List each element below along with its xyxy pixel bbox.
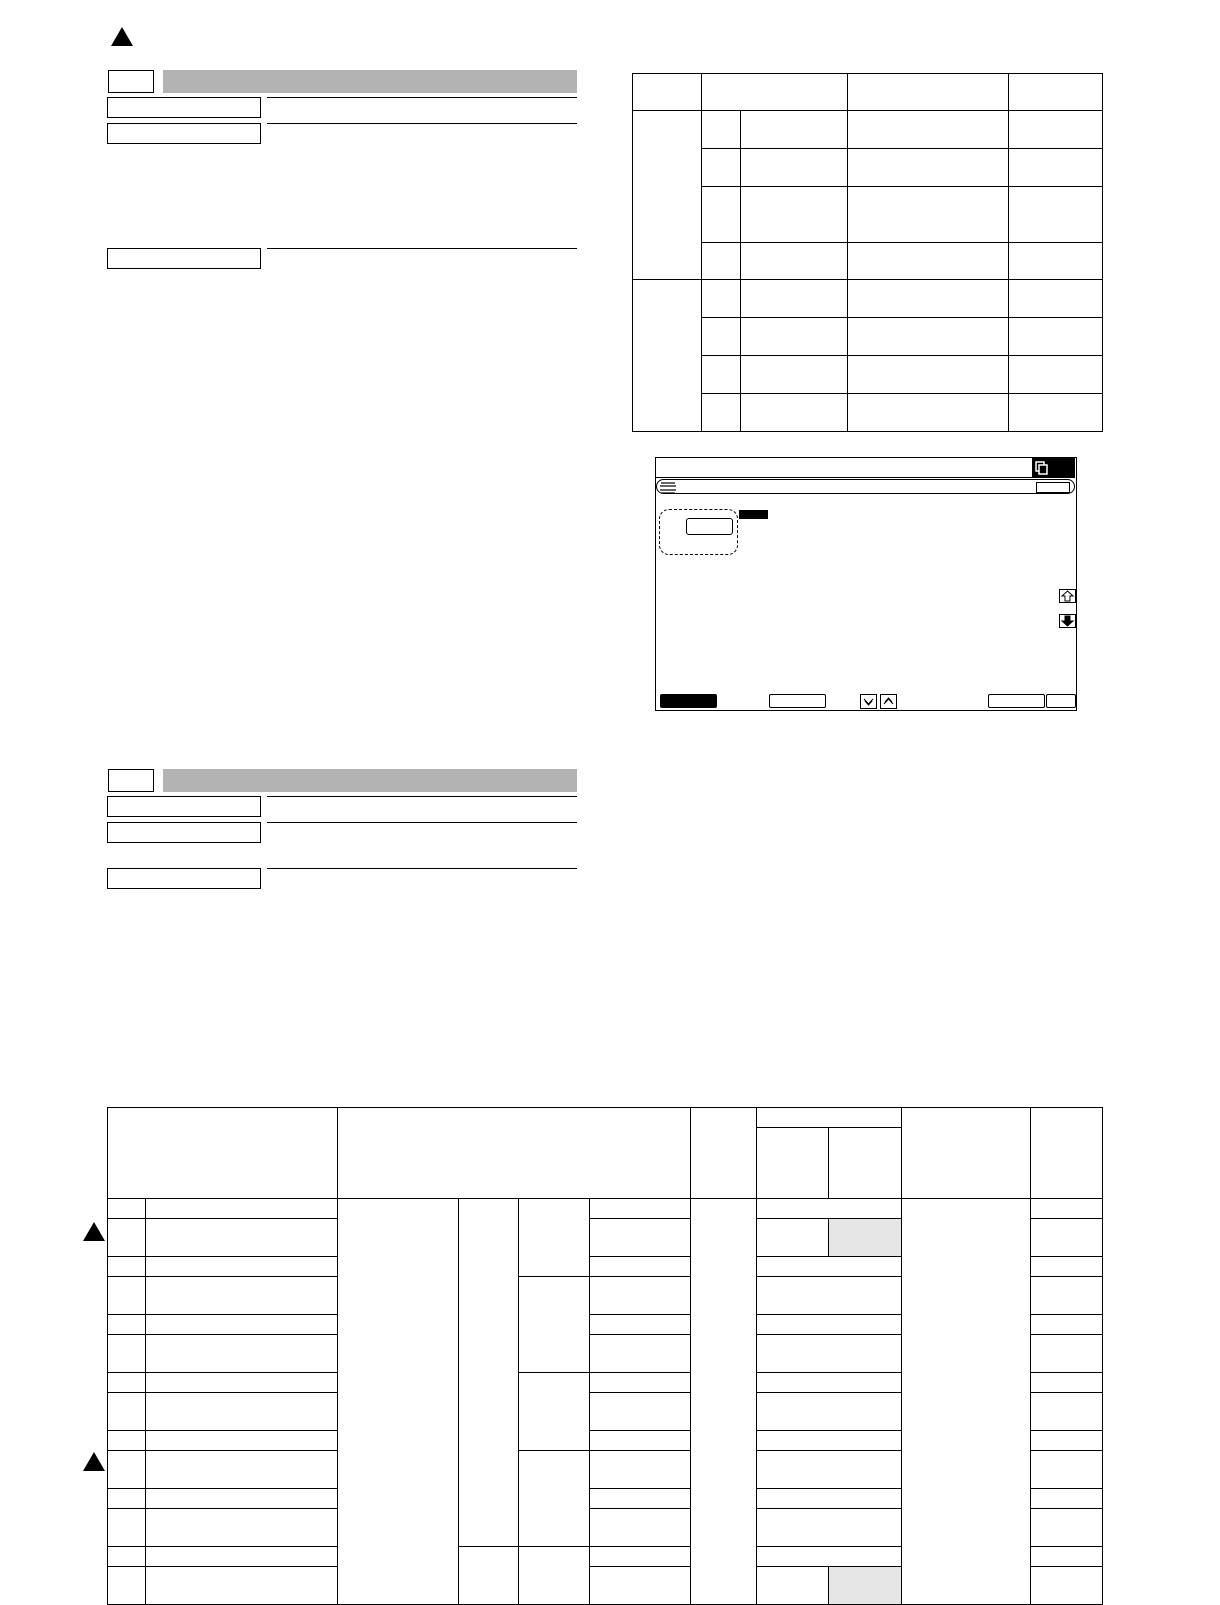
table-cell <box>108 1509 146 1547</box>
table-cell <box>1031 1431 1103 1451</box>
ok-button[interactable] <box>988 694 1045 708</box>
close-button[interactable] <box>1046 694 1076 708</box>
table-cell <box>459 1199 519 1547</box>
table-cell <box>757 1199 902 1219</box>
table-cell <box>590 1373 691 1393</box>
field-rule <box>267 123 577 124</box>
table-cell <box>146 1431 338 1451</box>
table-cell <box>741 187 848 243</box>
table-cell <box>741 394 848 432</box>
table-cell <box>757 1547 902 1567</box>
table-cell <box>757 1277 902 1315</box>
table-cell <box>146 1199 338 1219</box>
table-cell <box>757 1489 902 1509</box>
section-number-box <box>108 769 154 792</box>
field-label <box>107 97 261 118</box>
table-cell <box>590 1315 691 1335</box>
table-cell <box>590 1393 691 1431</box>
table-cell <box>702 111 741 149</box>
table-cell <box>1009 149 1103 187</box>
table-cell <box>1009 318 1103 356</box>
table-cell <box>757 1257 902 1277</box>
table-cell <box>1031 1373 1103 1393</box>
secondary-button[interactable] <box>769 694 826 708</box>
header-cell <box>108 1108 338 1199</box>
table-cell <box>848 280 1009 318</box>
table-cell <box>590 1335 691 1373</box>
highlight-tag <box>739 510 768 519</box>
table-cell <box>848 111 1009 149</box>
table-cell <box>1009 243 1103 280</box>
table-cell <box>590 1257 691 1277</box>
table-cell <box>757 1393 902 1431</box>
table-cell <box>1031 1335 1103 1373</box>
table-cell <box>146 1509 338 1547</box>
screen-title-bar <box>656 458 1075 478</box>
header-cell <box>848 74 1009 111</box>
table-cell <box>519 1199 590 1277</box>
table-cell <box>146 1373 338 1393</box>
section-number-box <box>108 70 154 93</box>
field-label <box>107 123 261 144</box>
table-cell <box>108 1489 146 1509</box>
table-cell <box>1031 1489 1103 1509</box>
table-cell <box>146 1257 338 1277</box>
field-rule <box>267 868 577 869</box>
table-cell <box>741 111 848 149</box>
header-cell <box>829 1128 902 1199</box>
revision-mark-icon <box>83 1222 105 1241</box>
header-cell <box>702 74 848 111</box>
table-cell <box>1031 1277 1103 1315</box>
table-cell <box>757 1451 902 1489</box>
table-cell <box>108 1335 146 1373</box>
table-cell <box>1031 1315 1103 1335</box>
spec-table <box>107 1107 1103 1605</box>
table-cell <box>702 187 741 243</box>
table-cell <box>741 356 848 394</box>
table-cell <box>757 1509 902 1547</box>
table-cell <box>702 356 741 394</box>
table-cell <box>590 1547 691 1567</box>
table-cell <box>519 1451 590 1547</box>
table-cell <box>848 149 1009 187</box>
table-cell <box>741 318 848 356</box>
table-cell <box>108 1393 146 1431</box>
revision-mark-icon <box>111 27 133 46</box>
table-cell <box>757 1373 902 1393</box>
table-cell <box>702 243 741 280</box>
table-cell <box>146 1219 338 1257</box>
table-cell <box>146 1335 338 1373</box>
table-cell <box>1009 280 1103 318</box>
table-cell <box>108 1567 146 1605</box>
table-cell <box>146 1567 338 1605</box>
revision-mark-icon <box>83 1452 105 1471</box>
table-cell <box>108 1431 146 1451</box>
table-cell <box>757 1431 902 1451</box>
table-cell <box>1031 1393 1103 1431</box>
table-cell <box>590 1219 691 1257</box>
table-cell <box>459 1547 519 1605</box>
table-cell <box>848 243 1009 280</box>
settings-table <box>632 73 1103 432</box>
field-label <box>107 868 261 889</box>
table-cell <box>590 1509 691 1547</box>
table-cell <box>590 1277 691 1315</box>
table-cell <box>1031 1451 1103 1489</box>
table-cell <box>146 1451 338 1489</box>
table-cell <box>757 1315 902 1335</box>
next-page-icon[interactable] <box>880 694 897 709</box>
header-cell <box>902 1108 1031 1199</box>
section-title-bar <box>163 70 577 93</box>
table-cell <box>108 1315 146 1335</box>
table-cell <box>702 394 741 432</box>
table-cell <box>902 1199 1031 1605</box>
table-cell <box>519 1277 590 1373</box>
shaded-cell <box>829 1567 902 1605</box>
field-rule <box>267 822 577 823</box>
table-cell <box>590 1451 691 1489</box>
table-cell <box>108 1547 146 1567</box>
primary-button[interactable] <box>660 694 717 708</box>
table-cell <box>108 1257 146 1277</box>
table-cell <box>108 1451 146 1489</box>
shaded-cell <box>829 1219 902 1257</box>
table-cell <box>848 394 1009 432</box>
table-cell <box>590 1567 691 1605</box>
header-cell <box>633 74 702 111</box>
table-cell <box>1009 187 1103 243</box>
header-cell <box>691 1108 757 1199</box>
option-button[interactable] <box>686 518 733 535</box>
table-cell <box>757 1335 902 1373</box>
section-title-bar <box>163 769 577 792</box>
table-cell <box>691 1199 757 1605</box>
table-cell <box>1009 111 1103 149</box>
field-rule <box>267 248 577 249</box>
table-cell <box>108 1373 146 1393</box>
table-cell <box>146 1277 338 1315</box>
table-cell <box>146 1547 338 1567</box>
group-cell <box>633 280 702 432</box>
display-screen <box>655 457 1077 711</box>
table-cell <box>590 1489 691 1509</box>
header-cell <box>338 1108 691 1199</box>
header-cell <box>757 1108 902 1128</box>
field-rule <box>267 97 577 98</box>
group-cell <box>633 111 702 280</box>
table-cell <box>757 1567 829 1605</box>
table-cell <box>108 1199 146 1219</box>
table-cell <box>108 1277 146 1315</box>
field-label <box>107 796 261 817</box>
field-rule <box>267 796 577 797</box>
table-cell <box>590 1199 691 1219</box>
copy-mode-icon[interactable] <box>1032 458 1075 477</box>
table-cell <box>741 243 848 280</box>
field-label <box>107 822 261 843</box>
sub-bar-button[interactable] <box>1036 482 1070 493</box>
table-cell <box>848 318 1009 356</box>
table-cell <box>848 356 1009 394</box>
table-cell <box>702 318 741 356</box>
header-cell <box>1009 74 1103 111</box>
table-cell <box>848 187 1009 243</box>
table-cell <box>108 1219 146 1257</box>
prev-page-icon[interactable] <box>860 694 877 709</box>
field-label <box>107 248 261 269</box>
table-cell <box>1031 1547 1103 1567</box>
table-cell <box>1009 394 1103 432</box>
table-cell <box>338 1199 459 1605</box>
table-cell <box>1031 1219 1103 1257</box>
table-cell <box>741 280 848 318</box>
table-cell <box>757 1219 829 1257</box>
table-cell <box>1031 1257 1103 1277</box>
header-cell <box>757 1128 829 1199</box>
table-cell <box>1009 356 1103 394</box>
table-cell <box>590 1431 691 1451</box>
scroll-up-icon[interactable] <box>1059 589 1076 603</box>
header-cell <box>1031 1108 1103 1199</box>
table-cell <box>1031 1199 1103 1219</box>
table-cell <box>146 1315 338 1335</box>
table-cell <box>741 149 848 187</box>
table-cell <box>1031 1567 1103 1605</box>
screen-sub-bar <box>656 479 1075 494</box>
table-cell <box>702 149 741 187</box>
table-cell <box>1031 1509 1103 1547</box>
table-cell <box>519 1547 590 1605</box>
menu-icon[interactable] <box>658 480 678 497</box>
table-cell <box>146 1489 338 1509</box>
table-cell <box>519 1373 590 1451</box>
scroll-down-icon[interactable] <box>1059 614 1076 628</box>
table-cell <box>146 1393 338 1431</box>
table-cell <box>702 280 741 318</box>
